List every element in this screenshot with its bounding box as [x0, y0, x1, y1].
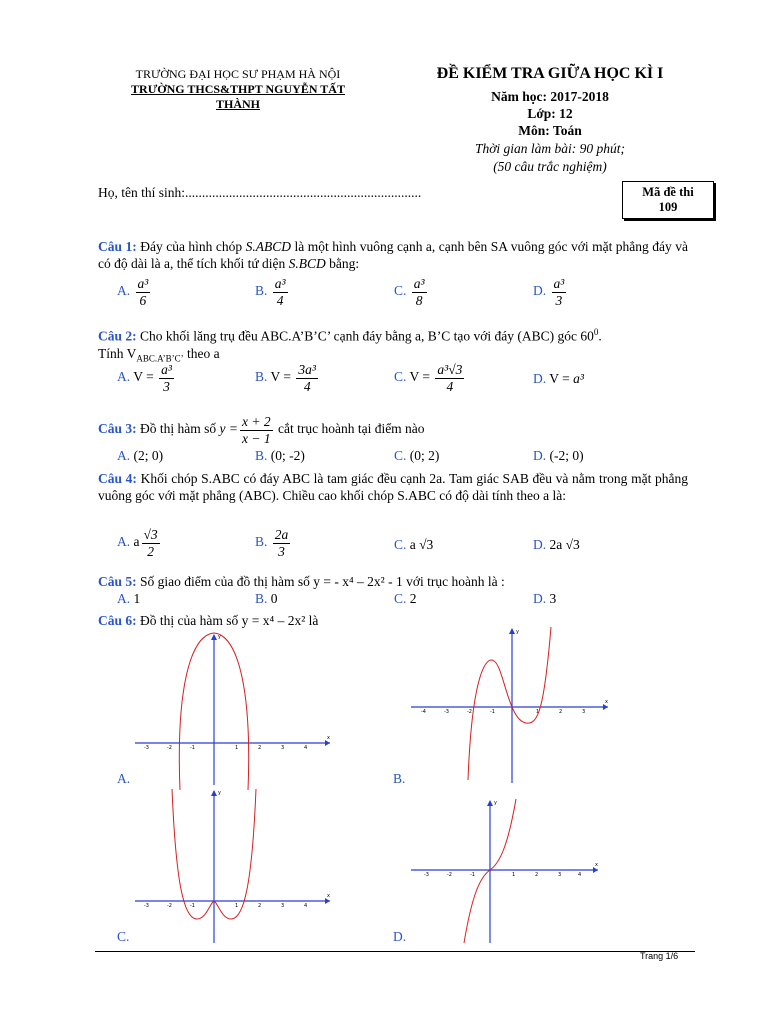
- q5-option-b-letter: B.: [255, 591, 268, 606]
- q6-option-a[interactable]: [117, 771, 130, 787]
- q5-option-c-letter: C.: [394, 591, 407, 606]
- q1-option-c[interactable]: [394, 276, 429, 308]
- exam-code-box: [622, 181, 714, 219]
- graph-a-tick-3: 3: [281, 745, 285, 751]
- graph-c-tick-m2: -2: [167, 903, 172, 909]
- q1-option-d-num: a³: [553, 276, 565, 291]
- q2-option-d-letter: D.: [533, 371, 547, 386]
- q6-option-c-letter: C.: [117, 929, 130, 944]
- subject: Môn: Toán: [518, 123, 582, 138]
- q2-option-a[interactable]: [117, 362, 176, 394]
- q4-option-a-letter: A.: [117, 534, 131, 550]
- graph-c-y-label: y: [218, 790, 221, 796]
- graph-b-tick-m2: -2: [467, 709, 472, 715]
- q3-option-a[interactable]: [117, 448, 163, 464]
- q4-option-d-value: √3: [565, 537, 580, 552]
- q2-option-c-num: a³√3: [437, 362, 463, 377]
- q3-option-c[interactable]: [394, 448, 439, 464]
- q1-option-c-letter: C.: [394, 283, 407, 299]
- question-1-text-b: S.ABCD: [245, 239, 292, 254]
- question-2-text-d: theo a: [183, 345, 220, 361]
- question-4-options: [117, 527, 637, 567]
- q4-option-a-den: 2: [147, 543, 154, 559]
- graph-b-tick-2: 2: [559, 709, 563, 715]
- question-4-label: Câu 4:: [98, 471, 137, 486]
- graph-b-x-label: x: [605, 699, 608, 705]
- graph-c-x-label: x: [327, 893, 330, 899]
- graph-a-tick-2: 2: [258, 745, 262, 751]
- graph-a-tick-m3: -3: [144, 745, 149, 751]
- school-name: TRƯỜNG THCS&THPT NGUYỄN TẤT THÀNH: [131, 82, 345, 111]
- q3-option-a-value: (2; 0): [133, 448, 164, 463]
- question-5-label: Câu 5:: [98, 574, 137, 589]
- q5-option-b-value: 0: [270, 591, 278, 606]
- q2-option-c-den: 4: [446, 378, 454, 394]
- graph-d-tick-m1: -1: [470, 872, 475, 878]
- q1-option-a[interactable]: [117, 276, 152, 308]
- q5-option-c-value: 2: [409, 591, 417, 606]
- student-name-field[interactable]: Họ, tên thí sinh:......................................................................: [98, 185, 422, 200]
- question-1-text-e: bằng:: [325, 256, 360, 271]
- q3-option-c-letter: C.: [394, 448, 407, 463]
- q1-option-d[interactable]: [533, 276, 568, 308]
- graph-b-y-arrow: [509, 628, 515, 634]
- exam-code-value: 109: [658, 200, 678, 214]
- q3-option-b-value: (0; -2): [270, 448, 305, 463]
- q6-graph-b[interactable]: [408, 625, 613, 785]
- question-2-text-b: .: [598, 328, 602, 344]
- q6-graph-c[interactable]: [130, 785, 340, 945]
- q4-option-b-num: 2a: [274, 527, 289, 542]
- q4-option-d-letter: D.: [533, 537, 547, 552]
- graph-a-y-label: y: [218, 634, 221, 640]
- graph-b-curve: [468, 627, 551, 780]
- q2-option-b-prefix: V =: [270, 369, 295, 385]
- q2-option-c[interactable]: [394, 362, 466, 394]
- question-2-label: Câu 2:: [98, 328, 137, 344]
- graph-d-tick-2: 2: [535, 872, 539, 878]
- graph-c-tick-2: 2: [258, 903, 262, 909]
- q5-option-c[interactable]: [394, 591, 417, 607]
- school-year: Năm học: 2017-2018: [491, 89, 609, 104]
- q6-option-b[interactable]: [393, 771, 405, 787]
- q3-option-d[interactable]: [533, 448, 584, 464]
- graph-b-tick-1: 1: [536, 709, 540, 715]
- grade: Lớp: 12: [527, 106, 573, 121]
- q1-option-b-den: 4: [276, 292, 284, 308]
- question-3-text-a: Đồ thị hàm số: [136, 421, 220, 437]
- q1-option-c-num: a³: [413, 276, 425, 291]
- university-name: TRƯỜNG ĐẠI HỌC SƯ PHẠM HÀ NỘI: [135, 67, 341, 81]
- question-4: [98, 470, 688, 504]
- question-3: [98, 414, 688, 446]
- q5-option-a-letter: A.: [117, 591, 131, 606]
- question-count: (50 câu trắc nghiệm): [493, 159, 607, 174]
- question-1-text-c: là một hình vuông cạnh a, cạnh bên SA vuông góc với mặt phẳng đáy và có độ dài là a, thể tích khối tứ diện: [98, 239, 689, 271]
- graph-a-x-label: x: [327, 735, 330, 741]
- q3-option-a-letter: A.: [117, 448, 131, 463]
- q4-option-b-den: 3: [278, 543, 285, 559]
- q1-option-a-den: 6: [139, 292, 147, 308]
- question-1-text-d: S.BCD: [288, 256, 326, 271]
- graph-a-tick-4: 4: [304, 745, 308, 751]
- question-1: [98, 238, 688, 272]
- page-number: Trang 1/6: [640, 951, 679, 961]
- graph-a-tick-1: 1: [235, 745, 239, 751]
- question-2-sup: 0: [593, 327, 599, 337]
- q6-option-c[interactable]: [117, 929, 129, 945]
- q2-option-a-den: 3: [163, 378, 170, 394]
- question-3-fn-den: x − 1: [242, 430, 271, 446]
- q2-option-c-prefix: V =: [409, 369, 434, 385]
- q5-option-b[interactable]: [255, 591, 278, 607]
- q2-option-a-letter: A.: [117, 369, 131, 385]
- q2-option-b-den: 4: [303, 378, 311, 394]
- q1-option-b-num: a³: [274, 276, 286, 291]
- question-1-text-a: Đáy của hình chóp: [136, 239, 246, 254]
- question-5-options: [117, 591, 637, 609]
- q4-option-b-letter: B.: [255, 534, 268, 550]
- question-3-text-b: cắt trục hoành tại điểm nào: [274, 421, 425, 437]
- q6-option-d[interactable]: [393, 929, 406, 945]
- q6-graph-d[interactable]: [408, 795, 613, 945]
- graph-b-tick-m4: -4: [421, 709, 426, 715]
- q1-option-b-letter: B.: [255, 283, 268, 299]
- graph-d-tick-m3: -3: [424, 872, 429, 878]
- q4-option-c-letter: C.: [394, 537, 407, 552]
- q5-option-d[interactable]: [533, 591, 556, 607]
- q3-option-d-letter: D.: [533, 448, 547, 463]
- q3-option-b-letter: B.: [255, 448, 268, 463]
- graph-c-tick-1: 1: [235, 903, 239, 909]
- q1-option-b[interactable]: [255, 276, 290, 308]
- q4-option-d-prefix: 2a: [549, 537, 566, 552]
- exam-title: ĐỀ KIỂM TRA GIỮA HỌC KÌ I: [436, 65, 664, 82]
- q2-option-d[interactable]: [533, 371, 584, 387]
- graph-c-tick-m3: -3: [144, 903, 149, 909]
- q4-option-c[interactable]: [394, 537, 433, 553]
- q3-option-d-value: (-2; 0): [549, 448, 584, 463]
- question-5: [98, 573, 688, 590]
- q6-option-a-letter: A.: [117, 771, 131, 786]
- q5-option-a[interactable]: [117, 591, 140, 607]
- q3-option-b[interactable]: [255, 448, 305, 464]
- graph-b-tick-m3: -3: [444, 709, 449, 715]
- q2-option-d-value: a³: [573, 371, 584, 386]
- question-3-fn-lhs: y =: [219, 421, 238, 437]
- question-5-text: Số giao điểm của đồ thị hàm số y = - x⁴ – 2x² - 1 với trục hoành là :: [136, 574, 505, 589]
- q4-option-c-value: √3: [419, 537, 434, 552]
- q5-option-d-letter: D.: [533, 591, 547, 606]
- graph-a-y-arrow: [211, 634, 217, 640]
- graph-d-y-label: y: [494, 800, 497, 806]
- graph-d-tick-m2: -2: [447, 872, 452, 878]
- q4-option-a[interactable]: [117, 527, 162, 559]
- q4-option-a-num: √3: [143, 527, 158, 542]
- q1-option-d-letter: D.: [533, 283, 547, 299]
- q2-option-a-prefix: V =: [133, 369, 158, 385]
- q2-option-b-num: 3a³: [298, 362, 316, 377]
- question-3-label: Câu 3:: [98, 421, 137, 437]
- graph-c-tick-4: 4: [304, 903, 308, 909]
- q1-option-d-den: 3: [555, 292, 563, 308]
- q6-graph-a[interactable]: [130, 630, 340, 790]
- graph-d-x-label: x: [595, 862, 598, 868]
- q2-option-b[interactable]: [255, 362, 320, 394]
- graph-b-tick-3: 3: [582, 709, 586, 715]
- q1-option-a-num: a³: [137, 276, 149, 291]
- question-2-text-a: Cho khối lăng trụ đều ABC.A’B’C’ cạnh đáy bằng a, B’C tạo với đáy (ABC) góc 60: [136, 328, 594, 344]
- q2-option-c-letter: C.: [394, 369, 407, 385]
- footer-divider: [95, 951, 695, 952]
- q6-option-d-letter: D.: [393, 929, 407, 944]
- q1-option-a-letter: A.: [117, 283, 131, 299]
- question-6-label: Câu 6:: [98, 613, 137, 628]
- question-3-fn-num: x + 2: [242, 414, 271, 429]
- q6-option-b-letter: B.: [393, 771, 406, 786]
- exam-time: Thời gian làm bài: 90 phút;: [474, 141, 626, 156]
- q5-option-d-value: 3: [549, 591, 557, 606]
- question-2-text-c: Tính V: [98, 345, 137, 361]
- graph-d-tick-1: 1: [512, 872, 516, 878]
- q5-option-a-value: 1: [133, 591, 141, 606]
- q1-option-c-den: 8: [415, 292, 423, 308]
- q2-option-d-prefix: V =: [549, 371, 574, 386]
- q4-option-b[interactable]: [255, 527, 292, 559]
- question-2-options: [117, 362, 637, 402]
- graph-d-tick-3: 3: [558, 872, 562, 878]
- q4-option-c-prefix: a: [409, 537, 420, 552]
- question-1-label: Câu 1:: [98, 239, 137, 254]
- q4-option-d[interactable]: [533, 537, 580, 553]
- graph-c-tick-m1: -1: [190, 903, 195, 909]
- graph-b-tick-m1: -1: [490, 709, 495, 715]
- q4-option-a-prefix: a: [133, 534, 140, 550]
- exam-code-label: Mã đề thi: [642, 185, 694, 199]
- question-2: [98, 324, 688, 367]
- graph-a-tick-m2: -2: [167, 745, 172, 751]
- q3-option-c-value: (0; 2): [409, 448, 440, 463]
- graph-d-tick-4: 4: [578, 872, 582, 878]
- graph-c-tick-3: 3: [281, 903, 285, 909]
- question-1-options: [117, 276, 637, 316]
- q2-option-b-letter: B.: [255, 369, 268, 385]
- question-6-text: Đồ thị của hàm số y = x⁴ – 2x² là: [136, 613, 319, 628]
- graph-d-y-arrow: [487, 800, 493, 806]
- question-2-sub: ABC.A’B’C’: [136, 353, 184, 364]
- question-4-text: Khối chóp S.ABC có đáy ABC là tam giác đều cạnh 2a. Tam giác SAB đều và nằm trong mặt phẳng vuông góc với mặt phẳng (ABC). Chiều cao khối chóp S.ABC có độ dài tính theo a là:: [98, 471, 688, 503]
- question-3-options: [117, 448, 637, 466]
- graph-c-y-arrow: [211, 790, 217, 796]
- graph-b-y-label: y: [516, 629, 519, 635]
- q2-option-a-num: a³: [161, 362, 172, 377]
- graph-a-tick-m1: -1: [190, 745, 195, 751]
